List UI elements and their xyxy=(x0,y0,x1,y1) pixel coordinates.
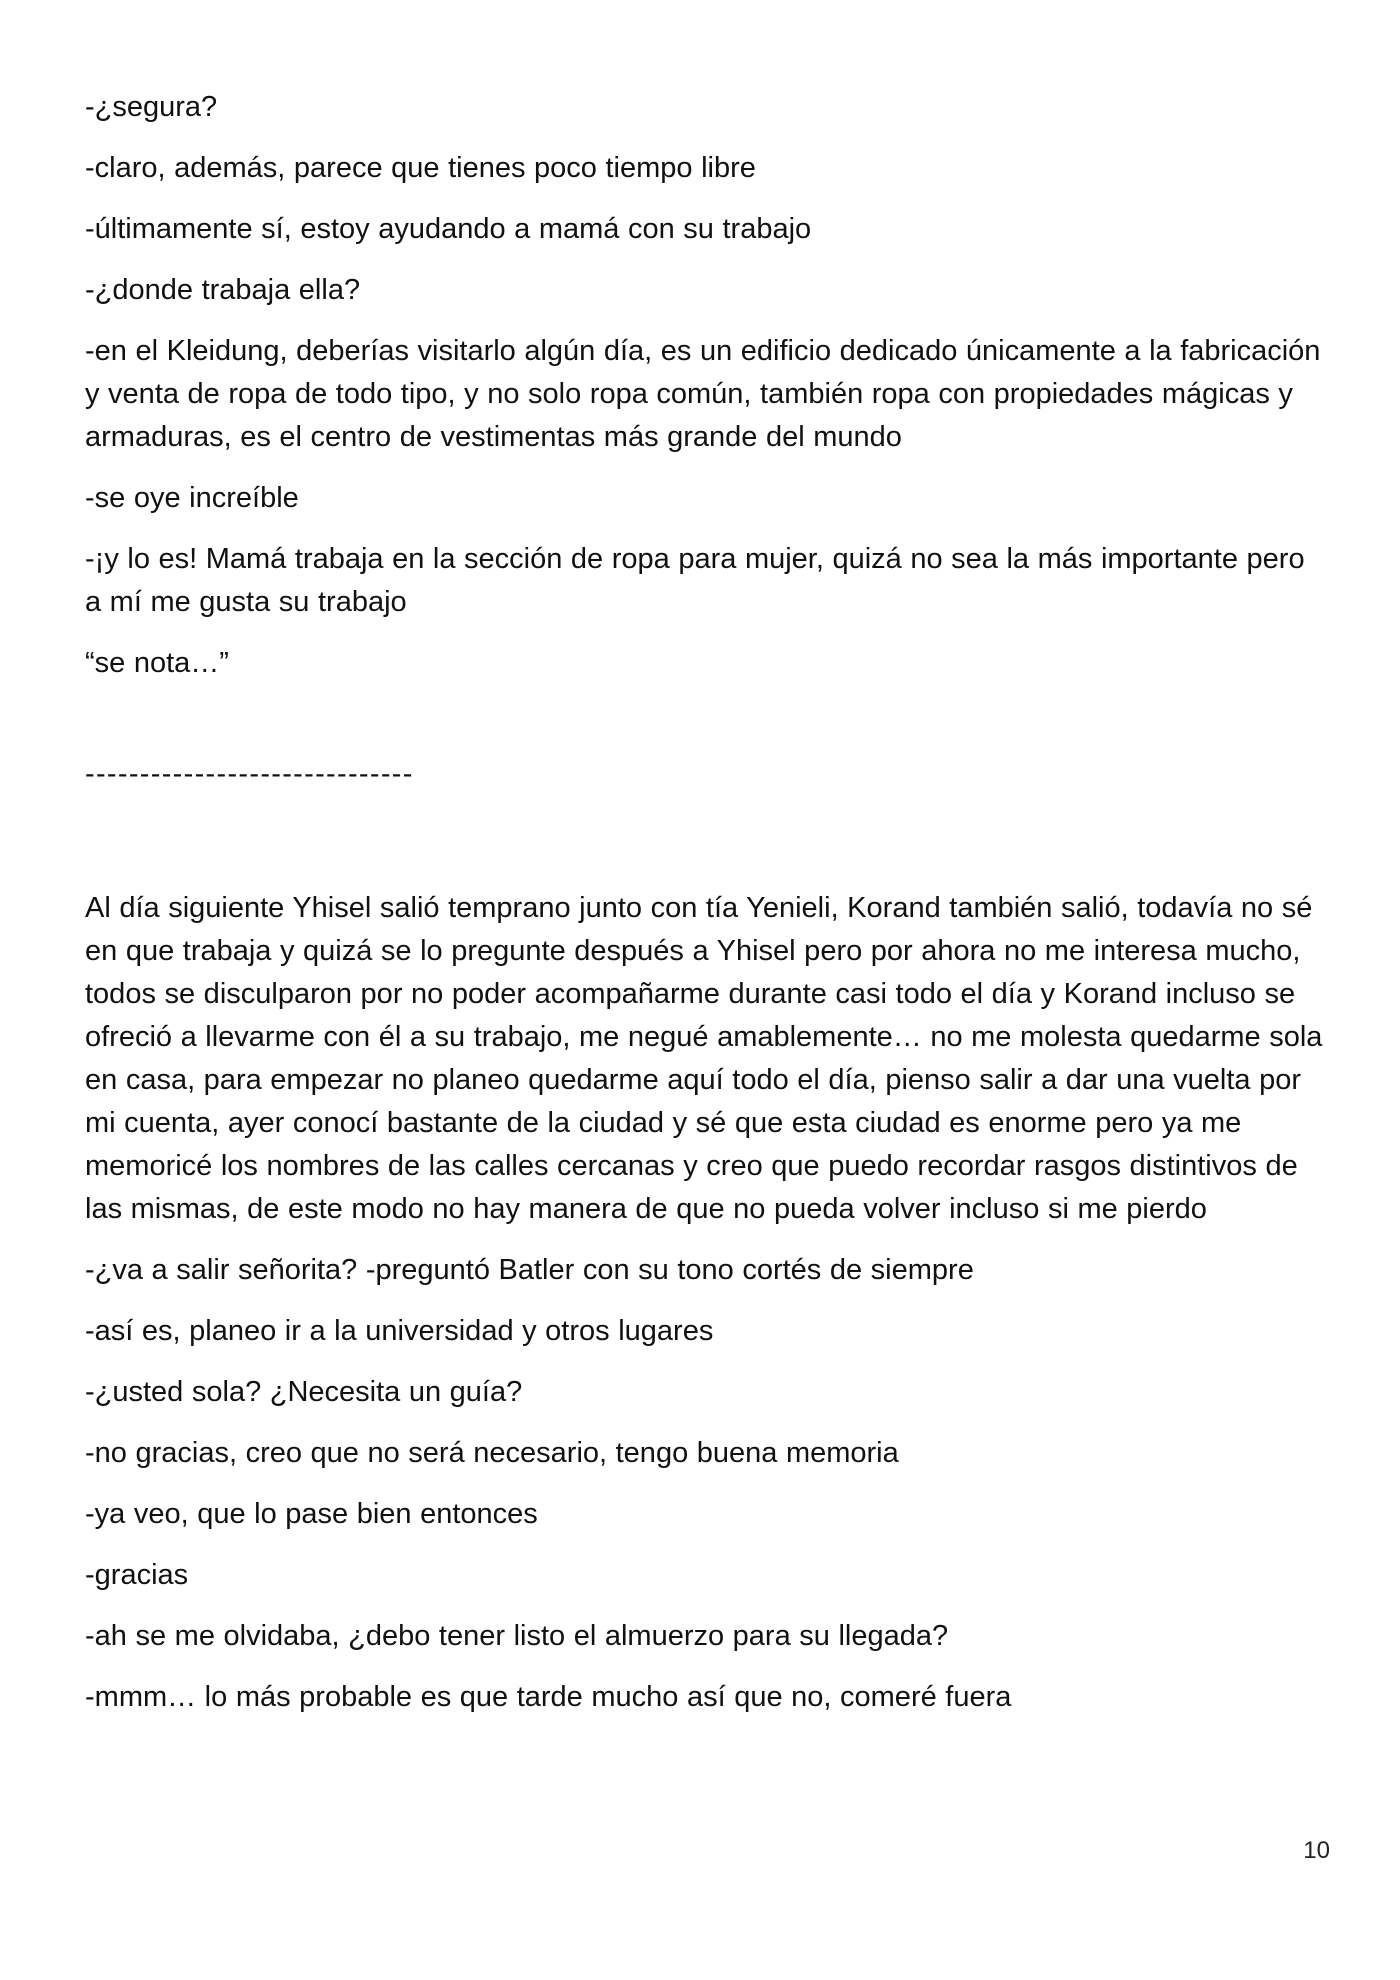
dialogue-line: -últimamente sí, estoy ayudando a mamá con su trabajo xyxy=(85,213,812,245)
dialogue-line: -no gracias, creo que no será necesario, tengo buena memoria xyxy=(85,1437,899,1469)
page-number: 10 xyxy=(1303,1837,1330,1864)
dialogue-line: -gracias xyxy=(85,1559,189,1591)
dialogue-line: -ah se me olvidaba, ¿debo tener listo el almuerzo para su llegada? xyxy=(85,1620,949,1652)
section-gap xyxy=(85,789,1325,887)
dialogue-line: -así es, planeo ir a la universidad y otros lugares xyxy=(85,1315,714,1347)
dialogue-line: -¿va a salir señorita? -preguntó Batler con su tono cortés de siempre xyxy=(85,1254,974,1286)
section-separator: ------------------------------ xyxy=(85,758,414,790)
dialogue-line: -¿donde trabaja ella? xyxy=(85,274,361,306)
document-body xyxy=(85,86,1325,1737)
narrative-paragraph: Al día siguiente Yhisel salió temprano junto con tía Yenieli, Korand también salió, todavía no sé en que trabaja y quizá se lo pregunte después a Yhisel pero por ahora no me interesa mucho, todos se disculparon por no poder acompañarme durante casi todo el día y Korand incluso se ofreció a llevarme con él a su trabajo, me negué amablemente… no me molesta quedarme sola en casa, para empezar no planeo quedarme aquí todo el día, pienso salir a dar una vuelta por mi cuenta, ayer conocí bastante de la ciudad y sé que esta ciudad es enorme pero ya me memoricé los nombres de las calles cercanas y creo que puedo recordar rasgos distintivos de las mismas, de este modo no hay manera de que no pueda volver incluso si me pierdo xyxy=(85,892,1323,1225)
dialogue-line: -¿usted sola? ¿Necesita un guía? xyxy=(85,1376,523,1408)
dialogue-line: -claro, además, parece que tienes poco tiempo libre xyxy=(85,152,756,184)
dialogue-line: -¿segura? xyxy=(85,91,218,123)
dialogue-line: -se oye increíble xyxy=(85,482,299,514)
inner-thought-line: “se nota…” xyxy=(85,647,229,679)
dialogue-line: -ya veo, que lo pase bien entonces xyxy=(85,1498,538,1530)
dialogue-paragraph: -en el Kleidung, deberías visitarlo algún día, es un edificio dedicado únicamente a la fabricación y venta de ropa de todo tipo, y no solo ropa común, también ropa con propiedades mágicas y armaduras, es el centro de vestimentas más grande del mundo xyxy=(85,335,1321,453)
dialogue-line: -mmm… lo más probable es que tarde mucho así que no, comeré fuera xyxy=(85,1681,1012,1713)
dialogue-paragraph: -¡y lo es! Mamá trabaja en la sección de ropa para mujer, quizá no sea la más importante pero a mí me gusta su trabajo xyxy=(85,543,1305,618)
